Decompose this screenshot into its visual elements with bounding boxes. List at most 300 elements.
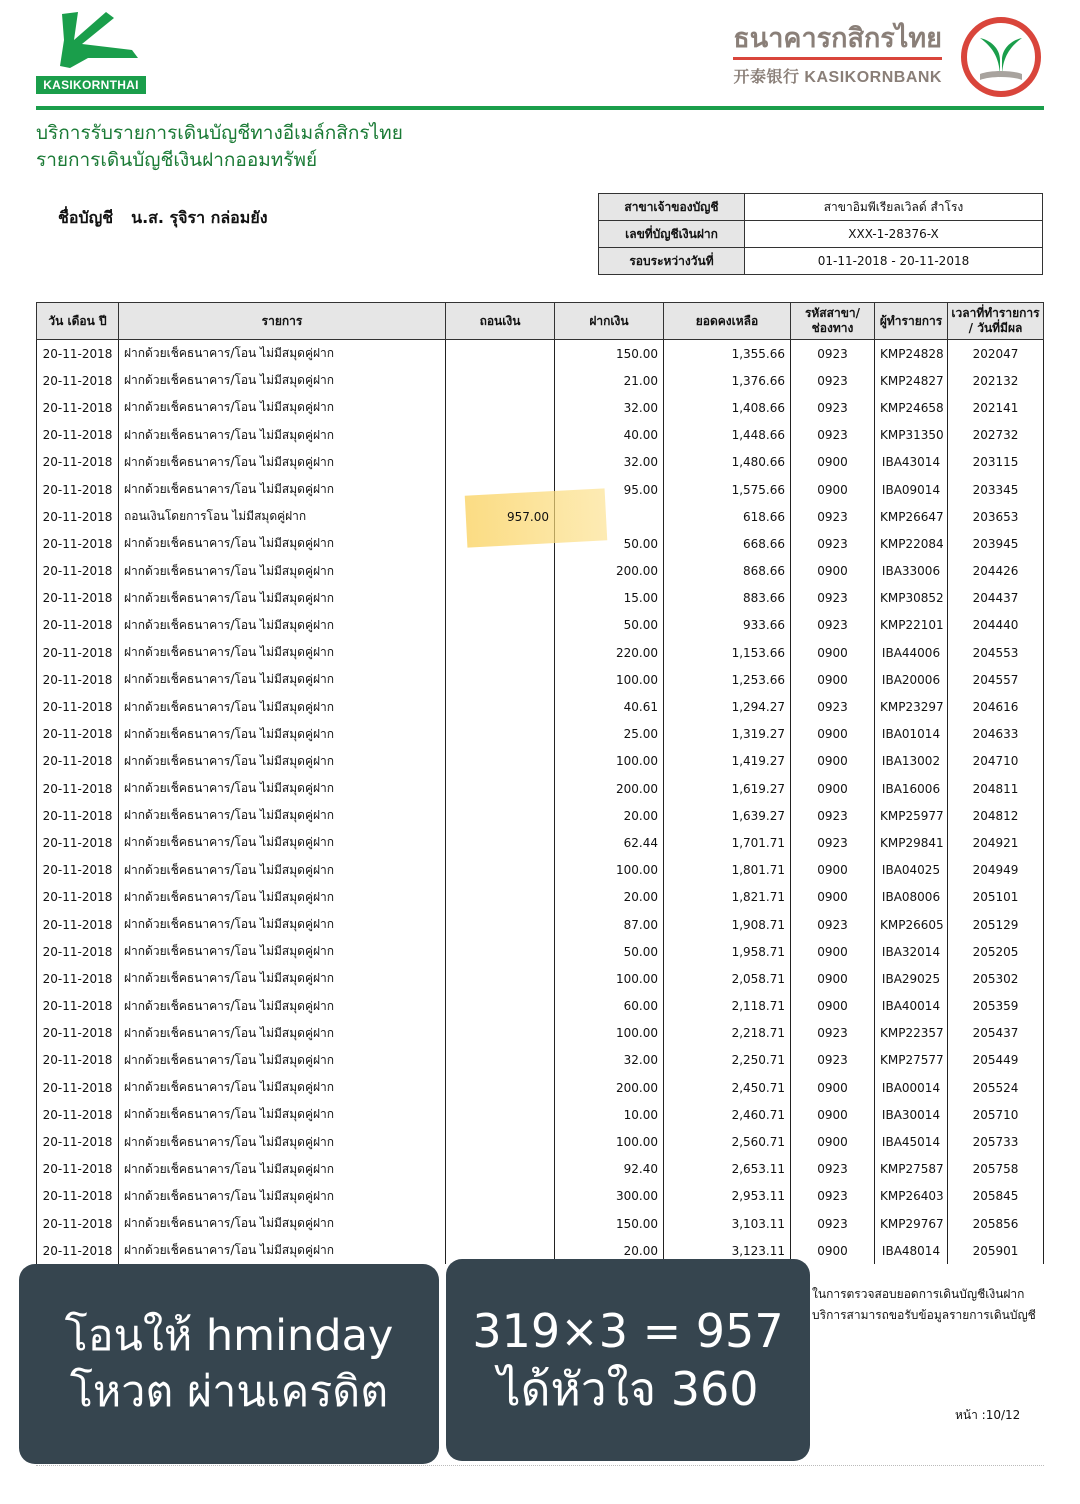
table-cell: 40.61: [555, 693, 664, 720]
table-cell: 20-11-2018: [37, 748, 119, 775]
table-cell: KMP30852: [875, 585, 948, 612]
table-cell: 50.00: [555, 938, 664, 965]
overlay-left-line-1: โอนให้ hminday: [64, 1311, 394, 1361]
table-cell: 0900: [791, 965, 875, 992]
table-cell: 1,958.71: [664, 938, 791, 965]
table-cell: 200.00: [555, 775, 664, 802]
table-cell: 32.00: [555, 394, 664, 421]
table-cell: 0923: [791, 530, 875, 557]
table-cell: 1,639.27: [664, 802, 791, 829]
table-cell: ฝากด้วยเช็คธนาคาร/โอน ไม่มีสมุดคู่ฝาก: [119, 802, 446, 829]
table-row: [37, 639, 1044, 666]
table-cell: 150.00: [555, 1210, 664, 1237]
table-cell: ฝากด้วยเช็คธนาคาร/โอน ไม่มีสมุดคู่ฝาก: [119, 993, 446, 1020]
table-cell: 205524: [948, 1074, 1044, 1101]
table-cell: 0900: [791, 993, 875, 1020]
table-cell: 883.66: [664, 585, 791, 612]
table-cell: 32.00: [555, 1047, 664, 1074]
table-cell: 40.00: [555, 422, 664, 449]
table-row: [37, 965, 1044, 992]
table-cell: 20-11-2018: [37, 1183, 119, 1210]
table-cell: 0900: [791, 857, 875, 884]
table-cell: KMP23297: [875, 693, 948, 720]
table-cell: 0900: [791, 748, 875, 775]
table-cell: 203653: [948, 503, 1044, 530]
bank-name-th: ธนาคารกสิกรไทย: [733, 22, 942, 60]
bank-brand: [733, 22, 942, 87]
kasikornthai-logo-text: KASIKORNTHAI: [36, 76, 146, 94]
table-cell: 0923: [791, 503, 875, 530]
service-title: [36, 120, 403, 174]
table-cell: 0900: [791, 449, 875, 476]
table-cell: 20-11-2018: [37, 1101, 119, 1128]
table-cell: 20-11-2018: [37, 911, 119, 938]
table-cell: 50.00: [555, 612, 664, 639]
table-row: [37, 367, 1044, 394]
info-row-account-number: [599, 221, 1043, 248]
kbank-seal-icon: [960, 16, 1042, 98]
overlay-caption-left: [19, 1264, 439, 1464]
table-cell: 32.00: [555, 449, 664, 476]
table-cell: 205449: [948, 1047, 1044, 1074]
table-cell: 1,821.71: [664, 884, 791, 911]
table-cell: ฝากด้วยเช็คธนาคาร/โอน ไม่มีสมุดคู่ฝาก: [119, 911, 446, 938]
table-cell: 1,153.66: [664, 639, 791, 666]
table-cell: 0900: [791, 666, 875, 693]
table-cell: [446, 829, 555, 856]
overlay-caption-right: [446, 1259, 810, 1461]
table-cell: ฝากด้วยเช็คธนาคาร/โอน ไม่มีสมุดคู่ฝาก: [119, 693, 446, 720]
table-cell: ฝากด้วยเช็คธนาคาร/โอน ไม่มีสมุดคู่ฝาก: [119, 666, 446, 693]
table-cell: 20-11-2018: [37, 884, 119, 911]
table-cell: 60.00: [555, 993, 664, 1020]
table-cell: 0923: [791, 367, 875, 394]
table-cell: 20-11-2018: [37, 585, 119, 612]
table-cell: 0900: [791, 721, 875, 748]
table-cell: 0900: [791, 938, 875, 965]
table-cell: KMP25977: [875, 802, 948, 829]
table-row: [37, 585, 1044, 612]
table-cell: 20-11-2018: [37, 693, 119, 720]
column-header: วัน เดือน ปี: [37, 303, 119, 340]
table-cell: 20-11-2018: [37, 965, 119, 992]
table-cell: IBA09014: [875, 476, 948, 503]
table-cell: 20-11-2018: [37, 612, 119, 639]
table-cell: [446, 938, 555, 965]
table-cell: 20-11-2018: [37, 666, 119, 693]
table-cell: 20-11-2018: [37, 422, 119, 449]
table-cell: ฝากด้วยเช็คธนาคาร/โอน ไม่มีสมุดคู่ฝาก: [119, 938, 446, 965]
table-cell: 20-11-2018: [37, 829, 119, 856]
account-name: [58, 206, 286, 231]
table-row: [37, 558, 1044, 585]
table-cell: 100.00: [555, 748, 664, 775]
table-row: [37, 1047, 1044, 1074]
table-cell: 0900: [791, 1128, 875, 1155]
table-cell: [446, 639, 555, 666]
table-cell: 20-11-2018: [37, 938, 119, 965]
info-label: สาขาเจ้าของบัญชี: [599, 194, 745, 221]
table-cell: 0900: [791, 476, 875, 503]
table-cell: [446, 422, 555, 449]
overlay-left-line-2: โหวต ผ่านเครดิต: [69, 1367, 389, 1417]
table-cell: IBA04025: [875, 857, 948, 884]
bank-name-en: 开泰银行 KASIKORNBANK: [733, 69, 942, 86]
footer-note: [812, 1284, 1036, 1326]
table-cell: 20.00: [555, 884, 664, 911]
table-cell: [446, 911, 555, 938]
table-cell: 0923: [791, 802, 875, 829]
table-cell: [446, 558, 555, 585]
table-cell: 50.00: [555, 530, 664, 557]
table-cell: 20-11-2018: [37, 1074, 119, 1101]
info-row-branch: [599, 194, 1043, 221]
table-cell: 1,701.71: [664, 829, 791, 856]
table-cell: 20-11-2018: [37, 367, 119, 394]
column-header: ฝากเงิน: [555, 303, 664, 340]
table-cell: [446, 857, 555, 884]
table-cell: ฝากด้วยเช็คธนาคาร/โอน ไม่มีสมุดคู่ฝาก: [119, 748, 446, 775]
table-cell: KMP24658: [875, 394, 948, 421]
table-cell: 1,419.27: [664, 748, 791, 775]
table-row: [37, 503, 1044, 530]
table-row: [37, 938, 1044, 965]
table-cell: KMP29767: [875, 1210, 948, 1237]
footer-divider: [36, 1465, 1044, 1466]
table-row: [37, 340, 1044, 368]
table-cell: 0923: [791, 911, 875, 938]
table-cell: ฝากด้วยเช็คธนาคาร/โอน ไม่มีสมุดคู่ฝาก: [119, 884, 446, 911]
table-cell: 3,123.11: [664, 1237, 791, 1264]
table-cell: 0923: [791, 829, 875, 856]
table-cell: 20.00: [555, 1237, 664, 1264]
table-cell: [446, 802, 555, 829]
table-row: [37, 449, 1044, 476]
table-cell: 100.00: [555, 965, 664, 992]
table-row: [37, 1183, 1044, 1210]
table-cell: 0923: [791, 1210, 875, 1237]
table-row: [37, 748, 1044, 775]
table-cell: ฝากด้วยเช็คธนาคาร/โอน ไม่มีสมุดคู่ฝาก: [119, 394, 446, 421]
transaction-table: [36, 302, 1044, 1264]
table-cell: KMP29841: [875, 829, 948, 856]
table-row: [37, 884, 1044, 911]
table-cell: 0923: [791, 422, 875, 449]
table-cell: [446, 993, 555, 1020]
table-cell: 3,103.11: [664, 1210, 791, 1237]
table-cell: ถอนเงินโดยการโอน ไม่มีสมุดคู่ฝาก: [119, 503, 446, 530]
table-cell: ฝากด้วยเช็คธนาคาร/โอน ไม่มีสมุดคู่ฝาก: [119, 857, 446, 884]
table-cell: 20-11-2018: [37, 775, 119, 802]
table-cell: ฝากด้วยเช็คธนาคาร/โอน ไม่มีสมุดคู่ฝาก: [119, 775, 446, 802]
table-cell: 2,118.71: [664, 993, 791, 1020]
table-cell: [446, 585, 555, 612]
table-cell: 20-11-2018: [37, 394, 119, 421]
table-cell: 20-11-2018: [37, 340, 119, 368]
table-cell: 204426: [948, 558, 1044, 585]
table-cell: [446, 775, 555, 802]
table-cell: KMP27587: [875, 1156, 948, 1183]
overlay-right-line-1: 319×3 = 957: [472, 1304, 784, 1358]
table-cell: [446, 666, 555, 693]
table-cell: 203115: [948, 449, 1044, 476]
table-cell: 204553: [948, 639, 1044, 666]
table-cell: IBA45014: [875, 1128, 948, 1155]
table-cell: 20-11-2018: [37, 721, 119, 748]
table-cell: [446, 1047, 555, 1074]
table-cell: ฝากด้วยเช็คธนาคาร/โอน ไม่มีสมุดคู่ฝาก: [119, 585, 446, 612]
column-header: ผู้ทำรายการ: [875, 303, 948, 340]
table-cell: [446, 965, 555, 992]
table-row: [37, 911, 1044, 938]
table-cell: 95.00: [555, 476, 664, 503]
table-cell: ฝากด้วยเช็คธนาคาร/โอน ไม่มีสมุดคู่ฝาก: [119, 1074, 446, 1101]
table-cell: 204949: [948, 857, 1044, 884]
table-cell: 203345: [948, 476, 1044, 503]
table-cell: 2,560.71: [664, 1128, 791, 1155]
table-cell: 100.00: [555, 1020, 664, 1047]
table-cell: 20-11-2018: [37, 476, 119, 503]
table-cell: 204811: [948, 775, 1044, 802]
table-cell: 0900: [791, 639, 875, 666]
table-cell: 0923: [791, 1020, 875, 1047]
table-cell: 204710: [948, 748, 1044, 775]
table-row: [37, 829, 1044, 856]
table-cell: [446, 693, 555, 720]
table-cell: KMP24828: [875, 340, 948, 368]
table-cell: ฝากด้วยเช็คธนาคาร/โอน ไม่มีสมุดคู่ฝาก: [119, 1156, 446, 1183]
table-cell: 1,619.27: [664, 775, 791, 802]
table-row: [37, 1020, 1044, 1047]
table-cell: 1,355.66: [664, 340, 791, 368]
info-value: XXX-1-28376-X: [745, 221, 1043, 248]
info-label: รอบระหว่างวันที่: [599, 248, 745, 275]
table-cell: [446, 367, 555, 394]
table-cell: 204616: [948, 693, 1044, 720]
table-cell: ฝากด้วยเช็คธนาคาร/โอน ไม่มีสมุดคู่ฝาก: [119, 1237, 446, 1264]
table-cell: ฝากด้วยเช็คธนาคาร/โอน ไม่มีสมุดคู่ฝาก: [119, 1047, 446, 1074]
table-cell: ฝากด้วยเช็คธนาคาร/โอน ไม่มีสมุดคู่ฝาก: [119, 612, 446, 639]
table-cell: 204440: [948, 612, 1044, 639]
table-cell: 202732: [948, 422, 1044, 449]
footer-note-line-2: บริการสามารถขอรับข้อมูลรายการเดินบัญชี: [812, 1308, 1036, 1322]
account-name-label: ชื่อบัญชี: [58, 208, 114, 227]
table-cell: IBA13002: [875, 748, 948, 775]
table-cell: ฝากด้วยเช็คธนาคาร/โอน ไม่มีสมุดคู่ฝาก: [119, 829, 446, 856]
table-cell: 1,376.66: [664, 367, 791, 394]
table-row: [37, 1074, 1044, 1101]
table-cell: 20-11-2018: [37, 1020, 119, 1047]
table-cell: 204812: [948, 802, 1044, 829]
table-cell: IBA20006: [875, 666, 948, 693]
account-name-value: น.ส. รุจิรา กล่อมยัง: [131, 208, 268, 227]
column-header: ยอดคงเหลือ: [664, 303, 791, 340]
table-cell: 868.66: [664, 558, 791, 585]
table-cell: 300.00: [555, 1183, 664, 1210]
table-cell: 2,218.71: [664, 1020, 791, 1047]
table-cell: 20-11-2018: [37, 857, 119, 884]
footer-note-line-1: ในการตรวจสอบยอดการเดินบัญชีเงินฝาก: [812, 1287, 1025, 1301]
table-cell: KMP31350: [875, 422, 948, 449]
table-cell: 10.00: [555, 1101, 664, 1128]
table-cell: 0923: [791, 612, 875, 639]
table-cell: 1,294.27: [664, 693, 791, 720]
table-cell: ฝากด้วยเช็คธนาคาร/โอน ไม่มีสมุดคู่ฝาก: [119, 965, 446, 992]
table-cell: 205359: [948, 993, 1044, 1020]
table-cell: 1,408.66: [664, 394, 791, 421]
table-cell: ฝากด้วยเช็คธนาคาร/โอน ไม่มีสมุดคู่ฝาก: [119, 340, 446, 368]
table-cell: 205710: [948, 1101, 1044, 1128]
table-cell: 205758: [948, 1156, 1044, 1183]
table-row: [37, 422, 1044, 449]
table-cell: ฝากด้วยเช็คธนาคาร/โอน ไม่มีสมุดคู่ฝาก: [119, 1101, 446, 1128]
table-cell: 957.00: [446, 503, 555, 530]
table-cell: 1,908.71: [664, 911, 791, 938]
table-cell: 21.00: [555, 367, 664, 394]
table-cell: IBA44006: [875, 639, 948, 666]
table-cell: IBA00014: [875, 1074, 948, 1101]
table-cell: 200.00: [555, 558, 664, 585]
table-cell: ฝากด้วยเช็คธนาคาร/โอน ไม่มีสมุดคู่ฝาก: [119, 639, 446, 666]
page-number: หน้า :10/12: [955, 1408, 1021, 1422]
table-cell: 2,953.11: [664, 1183, 791, 1210]
table-cell: 205101: [948, 884, 1044, 911]
table-cell: 204633: [948, 721, 1044, 748]
table-cell: 205129: [948, 911, 1044, 938]
table-cell: 203945: [948, 530, 1044, 557]
table-cell: 668.66: [664, 530, 791, 557]
table-row: [37, 857, 1044, 884]
table-cell: 25.00: [555, 721, 664, 748]
table-cell: 0900: [791, 1237, 875, 1264]
table-cell: 205205: [948, 938, 1044, 965]
table-cell: 0900: [791, 1101, 875, 1128]
table-cell: 0923: [791, 1156, 875, 1183]
table-cell: KMP26647: [875, 503, 948, 530]
table-cell: 2,250.71: [664, 1047, 791, 1074]
table-cell: 202132: [948, 367, 1044, 394]
info-label: เลขที่บัญชีเงินฝาก: [599, 221, 745, 248]
table-cell: 0900: [791, 884, 875, 911]
table-cell: 150.00: [555, 340, 664, 368]
table-cell: ฝากด้วยเช็คธนาคาร/โอน ไม่มีสมุดคู่ฝาก: [119, 476, 446, 503]
table-cell: IBA01014: [875, 721, 948, 748]
table-cell: 20-11-2018: [37, 639, 119, 666]
table-row: [37, 394, 1044, 421]
table-cell: [446, 612, 555, 639]
table-cell: 0923: [791, 1047, 875, 1074]
table-cell: IBA33006: [875, 558, 948, 585]
table-cell: KMP26605: [875, 911, 948, 938]
table-cell: [446, 748, 555, 775]
table-cell: 100.00: [555, 857, 664, 884]
table-cell: 200.00: [555, 1074, 664, 1101]
table-row: [37, 802, 1044, 829]
column-header: รายการ: [119, 303, 446, 340]
table-cell: KMP22084: [875, 530, 948, 557]
table-cell: KMP22101: [875, 612, 948, 639]
table-cell: 205437: [948, 1020, 1044, 1047]
info-row-period: [599, 248, 1043, 275]
table-cell: 2,058.71: [664, 965, 791, 992]
table-cell: 1,801.71: [664, 857, 791, 884]
table-header-row: [37, 303, 1044, 340]
table-cell: 202047: [948, 340, 1044, 368]
table-cell: 1,448.66: [664, 422, 791, 449]
table-cell: 205901: [948, 1237, 1044, 1264]
table-cell: 0923: [791, 394, 875, 421]
table-cell: 205856: [948, 1210, 1044, 1237]
table-cell: [446, 449, 555, 476]
table-cell: 0923: [791, 693, 875, 720]
info-value: 01-11-2018 - 20-11-2018: [745, 248, 1043, 275]
table-cell: [446, 1183, 555, 1210]
table-cell: 20-11-2018: [37, 993, 119, 1020]
table-cell: IBA40014: [875, 993, 948, 1020]
table-cell: 15.00: [555, 585, 664, 612]
account-info-table: [598, 193, 1043, 275]
table-cell: 202141: [948, 394, 1044, 421]
table-cell: [446, 1210, 555, 1237]
table-cell: 205733: [948, 1128, 1044, 1155]
header-divider: [36, 106, 1044, 110]
column-header: ถอนเงิน: [446, 303, 555, 340]
info-value: สาขาอิมพีเรียลเวิลด์ สำโรง: [745, 194, 1043, 221]
table-cell: IBA29025: [875, 965, 948, 992]
column-header: เวลาที่ทำรายการ / วันที่มีผล: [948, 303, 1044, 340]
table-cell: 0900: [791, 1074, 875, 1101]
table-cell: KMP27577: [875, 1047, 948, 1074]
table-cell: ฝากด้วยเช็คธนาคาร/โอน ไม่มีสมุดคู่ฝาก: [119, 422, 446, 449]
table-body: [37, 340, 1044, 1265]
table-cell: [446, 1101, 555, 1128]
table-cell: KMP22357: [875, 1020, 948, 1047]
table-cell: 20-11-2018: [37, 802, 119, 829]
table-cell: 618.66: [664, 503, 791, 530]
table-cell: IBA43014: [875, 449, 948, 476]
table-cell: 100.00: [555, 1128, 664, 1155]
table-row: [37, 1128, 1044, 1155]
table-row: [37, 1210, 1044, 1237]
table-cell: ฝากด้วยเช็คธนาคาร/โอน ไม่มีสมุดคู่ฝาก: [119, 1020, 446, 1047]
table-cell: IBA08006: [875, 884, 948, 911]
table-cell: 204437: [948, 585, 1044, 612]
table-cell: [446, 721, 555, 748]
table-cell: 205302: [948, 965, 1044, 992]
table-cell: [446, 884, 555, 911]
table-row: [37, 612, 1044, 639]
table-cell: [446, 340, 555, 368]
table-cell: 20-11-2018: [37, 503, 119, 530]
table-cell: 1,253.66: [664, 666, 791, 693]
table-row: [37, 775, 1044, 802]
table-cell: ฝากด้วยเช็คธนาคาร/โอน ไม่มีสมุดคู่ฝาก: [119, 1210, 446, 1237]
table-cell: IBA30014: [875, 1101, 948, 1128]
table-cell: 0900: [791, 775, 875, 802]
table-cell: 20-11-2018: [37, 1210, 119, 1237]
table-cell: ฝากด้วยเช็คธนาคาร/โอน ไม่มีสมุดคู่ฝาก: [119, 558, 446, 585]
table-cell: 20-11-2018: [37, 1128, 119, 1155]
table-cell: 20-11-2018: [37, 1237, 119, 1264]
table-cell: IBA48014: [875, 1237, 948, 1264]
table-cell: 20.00: [555, 802, 664, 829]
table-cell: 2,653.11: [664, 1156, 791, 1183]
table-cell: 0923: [791, 1183, 875, 1210]
service-title-line-1: บริการรับรายการเดินบัญชีทางอีเมล์กสิกรไทย: [36, 122, 403, 144]
kasikornthai-logo: [36, 10, 148, 94]
table-cell: 2,460.71: [664, 1101, 791, 1128]
column-header: รหัสสาขา/ ช่องทาง: [791, 303, 875, 340]
